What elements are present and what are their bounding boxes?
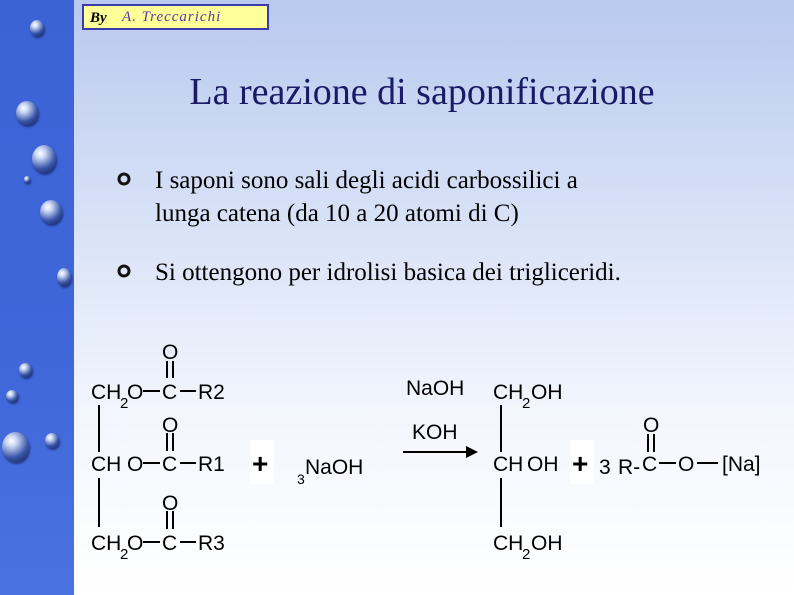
plus-sign-1: +	[252, 448, 269, 479]
plus-sign-2: +	[572, 448, 589, 479]
soap-c: C	[642, 453, 658, 476]
bullet-1-line1: I saponi sono sali degli acidi carbossilici a	[155, 167, 578, 194]
soap-na: [Na]	[722, 453, 761, 476]
tg-row3-o: O	[127, 532, 144, 555]
soap-o: O	[678, 453, 695, 476]
tg-row1-r: R2	[198, 381, 225, 404]
tg-row2-c: C	[162, 453, 178, 476]
tg-row1-o: O	[127, 381, 144, 404]
bullet-2-line1: Si ottengono per idrolisi basica dei trigliceridi.	[155, 259, 621, 286]
tg-row1-oxygen: O	[162, 341, 179, 364]
tg-row3-sub: 2	[120, 546, 129, 563]
naoh-coefficient: 3	[297, 471, 305, 487]
glycerol-row3-oh: OH	[531, 532, 563, 555]
bullet-1-line2: lunga catena (da 10 a 20 atomi di C)	[155, 200, 519, 227]
glycerol-row1-sub: 2	[522, 395, 531, 412]
tg-row2-oxygen: O	[162, 414, 179, 437]
arrow-label-naoh: NaOH	[406, 377, 465, 400]
author-by: By	[90, 10, 107, 26]
arrow-label-koh: KOH	[412, 421, 458, 444]
tg-row1-ch: CH	[91, 381, 122, 404]
glycerol-row2-oh: OH	[527, 453, 559, 476]
tg-row2-o: O	[127, 453, 144, 476]
tg-row2-ch: CH	[91, 453, 122, 476]
glycerol-row3-sub: 2	[522, 546, 531, 563]
glycerol-row3-ch: CH	[493, 532, 524, 555]
soap-coefficient: 3	[599, 456, 611, 479]
glycerol-row1-oh: OH	[531, 381, 563, 404]
reaction-arrow-icon	[403, 446, 478, 458]
tg-row3-r: R3	[198, 532, 225, 555]
soap-oxygen: O	[643, 414, 660, 437]
tg-row3-ch: CH	[91, 532, 122, 555]
tg-row3-c: C	[162, 532, 178, 555]
tg-row1-sub: 2	[120, 395, 129, 412]
glycerol-row1-ch: CH	[493, 381, 524, 404]
tg-row2-r: R1	[198, 453, 225, 476]
author-name: A. Treccarichi	[122, 9, 222, 25]
tg-row1-c: C	[162, 381, 178, 404]
tg-row3-oxygen: O	[162, 492, 179, 515]
soap-r: R-	[618, 456, 641, 479]
slide-title: La reazione di saponificazione	[189, 71, 655, 113]
glycerol-row2-ch: CH	[493, 453, 524, 476]
naoh-reagent: NaOH	[305, 456, 364, 479]
